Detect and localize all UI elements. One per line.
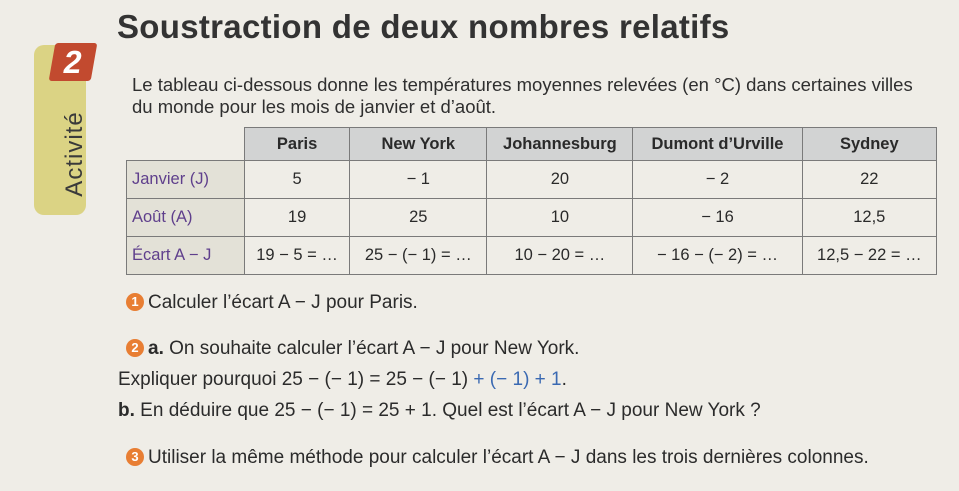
row-header: Janvier (J) (127, 161, 245, 199)
question-text: On souhaite calculer l’écart A − J pour New York. (169, 338, 580, 359)
question-end: . (561, 369, 567, 390)
table-cell: − 2 (633, 161, 802, 199)
intro-text: Le tableau ci-dessous donne les températures moyennes relevées (en °C) dans certaines villes du monde pour les mois de janvier et d’août. (132, 74, 913, 117)
table-cell: 12,5 (802, 199, 936, 237)
question-2a (126, 338, 579, 360)
question-text: Expliquer pourquoi 25 − (− 1) = 25 − (− 1) (118, 369, 469, 390)
question-number-badge: 1 (126, 293, 144, 311)
table-row (127, 199, 937, 237)
table-cell: 10 (487, 199, 633, 237)
table-header-row (127, 128, 937, 161)
page-title: Soustraction de deux nombres relatifs (117, 8, 730, 45)
highlighted-addition: + (− 1) + 1 (473, 369, 562, 390)
question-number-badge: 3 (126, 448, 144, 466)
table-cell: 25 − (− 1) = … (350, 237, 487, 275)
question-3 (126, 447, 869, 469)
question-text: Utiliser la même méthode pour calculer l’écart A − J dans les trois dernières colonnes. (148, 447, 869, 468)
table-cell: 10 − 20 = … (487, 237, 633, 275)
question-text: Calculer l’écart A − J pour Paris. (148, 292, 418, 313)
question-text: En déduire que 25 − (− 1) = 25 + 1. Quel est l’écart A − J pour New York ? (140, 400, 761, 421)
temperature-table (126, 127, 937, 275)
column-header: Johannesburg (487, 128, 633, 161)
table-corner (127, 128, 245, 161)
table-row (127, 237, 937, 275)
row-header: Écart A − J (127, 237, 245, 275)
table-cell: − 1 (350, 161, 487, 199)
table-row (127, 161, 937, 199)
table-cell: − 16 − (− 2) = … (633, 237, 802, 275)
row-header: Août (A) (127, 199, 245, 237)
table-cell: 22 (802, 161, 936, 199)
column-header: Paris (245, 128, 350, 161)
question-2b (118, 400, 761, 422)
table-cell: 12,5 − 22 = … (802, 237, 936, 275)
column-header: Dumont d’Urville (633, 128, 802, 161)
activity-number: 2 (49, 43, 98, 81)
table-cell: 20 (487, 161, 633, 199)
question-part-label: b. (118, 400, 135, 421)
column-header: New York (350, 128, 487, 161)
question-1 (126, 292, 418, 314)
column-header: Sydney (802, 128, 936, 161)
table-cell: 19 (245, 199, 350, 237)
question-part-label: a. (148, 338, 164, 359)
table-cell: 25 (350, 199, 487, 237)
question-number-badge: 2 (126, 339, 144, 357)
table-cell: 5 (245, 161, 350, 199)
table-cell: − 16 (633, 199, 802, 237)
activity-label: Activité (61, 111, 88, 197)
question-2a-line2 (118, 369, 567, 391)
table-cell: 19 − 5 = … (245, 237, 350, 275)
